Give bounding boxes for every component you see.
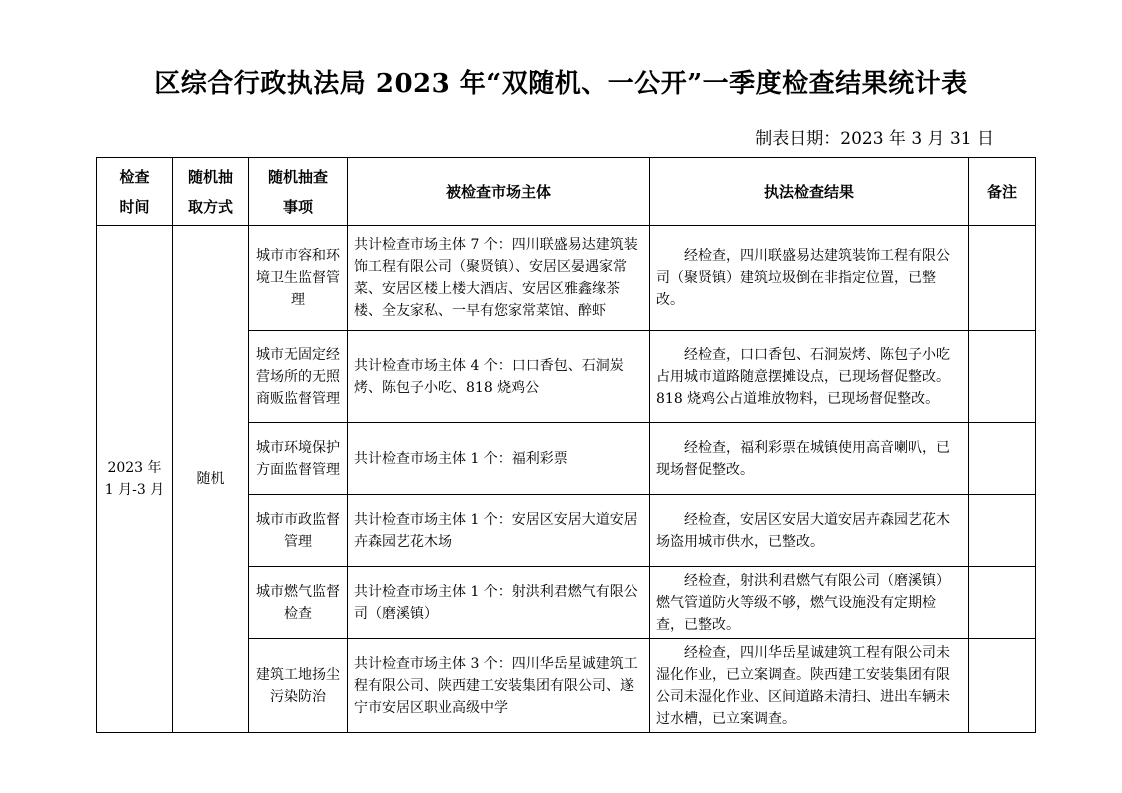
report-date: 制表日期：2023 年 3 月 31 日 (755, 129, 994, 149)
market-subject-cell: 共计检查市场主体 1 个：射洪利君燃气有限公司（磨溪镇） (348, 567, 650, 639)
market-subject-cell: 共计检查市场主体 1 个：福利彩票 (348, 423, 650, 495)
note-cell (969, 331, 1036, 423)
note-cell (969, 226, 1036, 331)
note-cell (969, 567, 1036, 639)
inspection-item-cell: 城市燃气监督检查 (249, 567, 348, 639)
inspection-time-cell: 2023 年 1 月-3 月 (97, 226, 173, 733)
inspection-item-cell: 城市无固定经营场所的无照商贩监督管理 (249, 331, 348, 423)
table-header-row (97, 158, 1036, 226)
header-method: 随机抽 取方式 (173, 158, 249, 226)
header-subject: 被检查市场主体 (348, 158, 650, 226)
inspection-item-cell: 建筑工地扬尘污染防治 (249, 639, 348, 733)
inspection-item-cell: 城市市容和环境卫生监督管理 (249, 226, 348, 331)
inspection-result-cell: 经检查，射洪利君燃气有限公司（磨溪镇）燃气管道防火等级不够，燃气设施没有定期检查，已整改。 (650, 567, 969, 639)
inspection-result-cell: 经检查，四川华岳星诚建筑工程有限公司未湿化作业，已立案调查。陕西建工安装集团有限公司未湿化作业、区间道路未清扫、进出车辆未过水槽，已立案调查。 (650, 639, 969, 733)
inspection-result-cell: 经检查，口口香包、石洞炭烤、陈包子小吃占用城市道路随意摆摊设点，已现场督促整改。818 烧鸡公占道堆放物料，已现场督促整改。 (650, 331, 969, 423)
sampling-method-cell: 随机 (173, 226, 249, 733)
header-time: 检查 时间 (97, 158, 173, 226)
note-cell (969, 639, 1036, 733)
inspection-result-cell: 经检查，福利彩票在城镇使用高音喇叭，已现场督促整改。 (650, 423, 969, 495)
inspection-item-cell: 城市市政监督管理 (249, 495, 348, 567)
market-subject-cell: 共计检查市场主体 7 个：四川联盛易达建筑装饰工程有限公司（聚贤镇）、安居区晏遇家常菜、安居区楼上楼大酒店、安居区雅鑫缘茶楼、全友家私、一早有您家常菜馆、醉虾 (348, 226, 650, 331)
inspection-item-cell: 城市环境保护方面监督管理 (249, 423, 348, 495)
table-row (97, 226, 1036, 331)
market-subject-cell: 共计检查市场主体 3 个：四川华岳星诚建筑工程有限公司、陕西建工安装集团有限公司、遂宁市安居区职业高级中学 (348, 639, 650, 733)
inspection-result-cell: 经检查，安居区安居大道安居卉森园艺花木场盗用城市供水，已整改。 (650, 495, 969, 567)
header-item: 随机抽查 事项 (249, 158, 348, 226)
header-note: 备注 (969, 158, 1036, 226)
note-cell (969, 423, 1036, 495)
inspection-result-cell: 经检查，四川联盛易达建筑装饰工程有限公司（聚贤镇）建筑垃圾倒在非指定位置，已整改。 (650, 226, 969, 331)
header-result: 执法检查结果 (650, 158, 969, 226)
page-title: 区综合行政执法局 2023 年“双随机、一公开”一季度检查结果统计表 (154, 69, 968, 99)
market-subject-cell: 共计检查市场主体 1 个：安居区安居大道安居卉森园艺花木场 (348, 495, 650, 567)
note-cell (969, 495, 1036, 567)
market-subject-cell: 共计检查市场主体 4 个：口口香包、石洞炭烤、陈包子小吃、818 烧鸡公 (348, 331, 650, 423)
inspection-results-table (96, 157, 1036, 733)
